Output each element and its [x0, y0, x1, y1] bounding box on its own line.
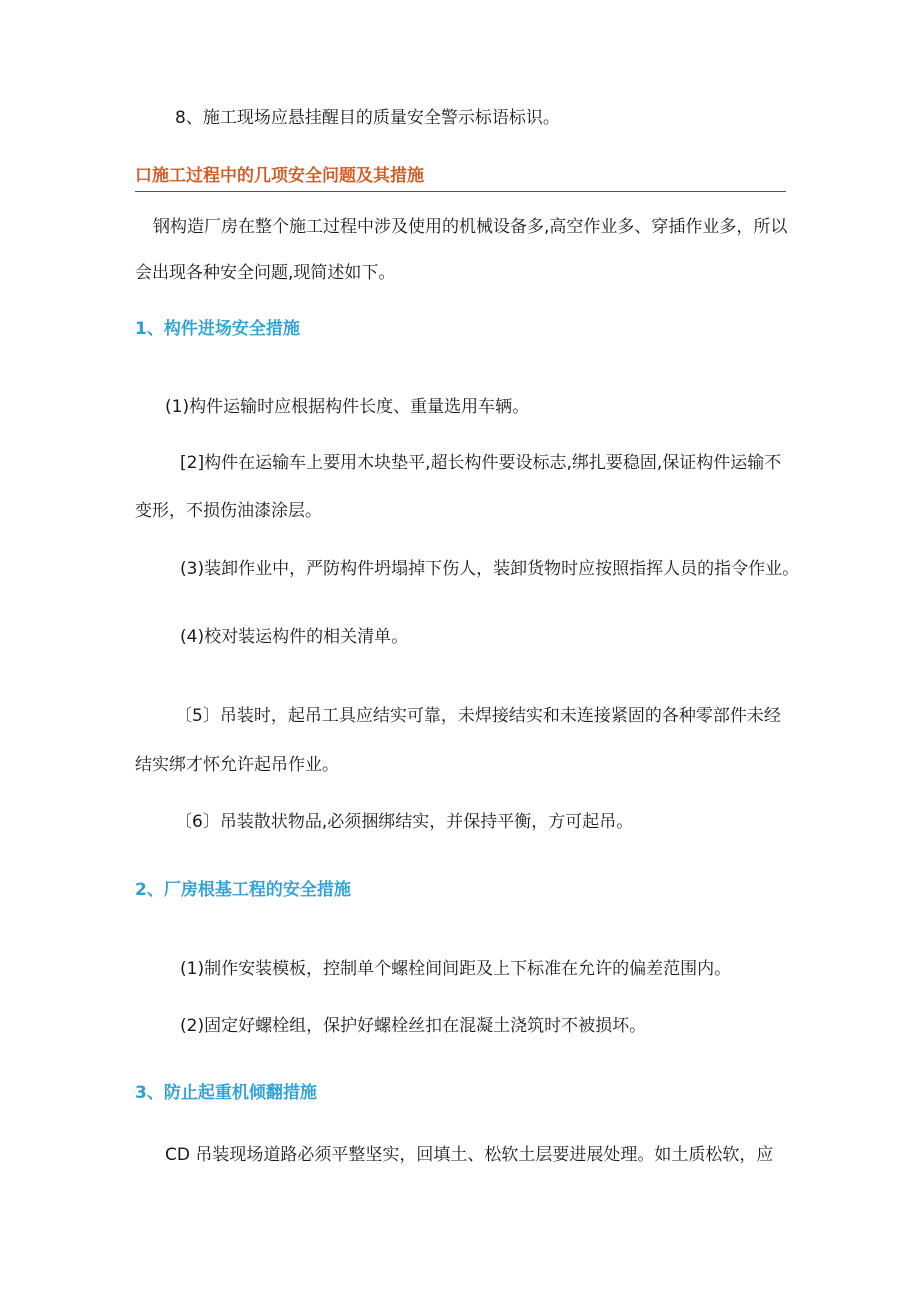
- subheading-3: 3、防止起重机倾翻措施: [135, 1083, 317, 1103]
- subheading-2: 2、厂房根基工程的安全措施: [135, 880, 351, 900]
- item-2-1: (1)制作安装模板，控制单个螺栓间间距及上下标准在允许的偏差范围内。: [180, 959, 732, 979]
- item-1-4: (4)校对装运构件的相关清单。: [180, 627, 409, 647]
- section-title: 口施工过程中的几项安全问题及其措施: [135, 166, 424, 186]
- section-divider: [135, 191, 786, 192]
- item-1-5-line2: 结实绑才怀允许起吊作业。: [135, 755, 339, 775]
- item-2-2: (2)固定好螺栓组，保护好螺栓丝扣在混凝土浇筑时不被损坏。: [180, 1016, 647, 1036]
- item-1-2-line2: 变形，不损伤油漆涂层。: [135, 501, 322, 521]
- item-8-text: 8、施工现场应悬挂醒目的质量安全警示标语标识。: [175, 108, 560, 128]
- item-1-2-line1: [2]构件在运输车上要用木块垫平,超长构件要设标志,绑扎要稳固,保证构件运输不: [180, 453, 782, 473]
- subheading-1: 1、构件进场安全措施: [135, 319, 300, 339]
- item-1-5-line1: 〔5〕吊装时，起吊工具应结实可靠，未焊接结实和未连接紧固的各种零部件未经: [175, 706, 781, 726]
- item-3-1: CD 吊装现场道路必须平整坚实，回填土、松软土层要进展处理。如土质松软，应: [165, 1145, 774, 1165]
- intro-paragraph-line2: 会出现各种安全问题,现简述如下。: [135, 263, 396, 283]
- intro-paragraph-line1: 钢构造厂房在整个施工过程中涉及使用的机械设备多,高空作业多、穿插作业多，所以: [153, 217, 788, 237]
- item-1-3: (3)装卸作业中，严防构件坍塌掉下伤人，装卸货物时应按照指挥人员的指令作业。: [180, 559, 800, 579]
- item-1-6: 〔6〕吊装散状物品,必须捆绑结实，并保持平衡，方可起吊。: [175, 812, 634, 832]
- item-1-1: (1)构件运输时应根据构件长度、重量选用车辆。: [165, 397, 530, 417]
